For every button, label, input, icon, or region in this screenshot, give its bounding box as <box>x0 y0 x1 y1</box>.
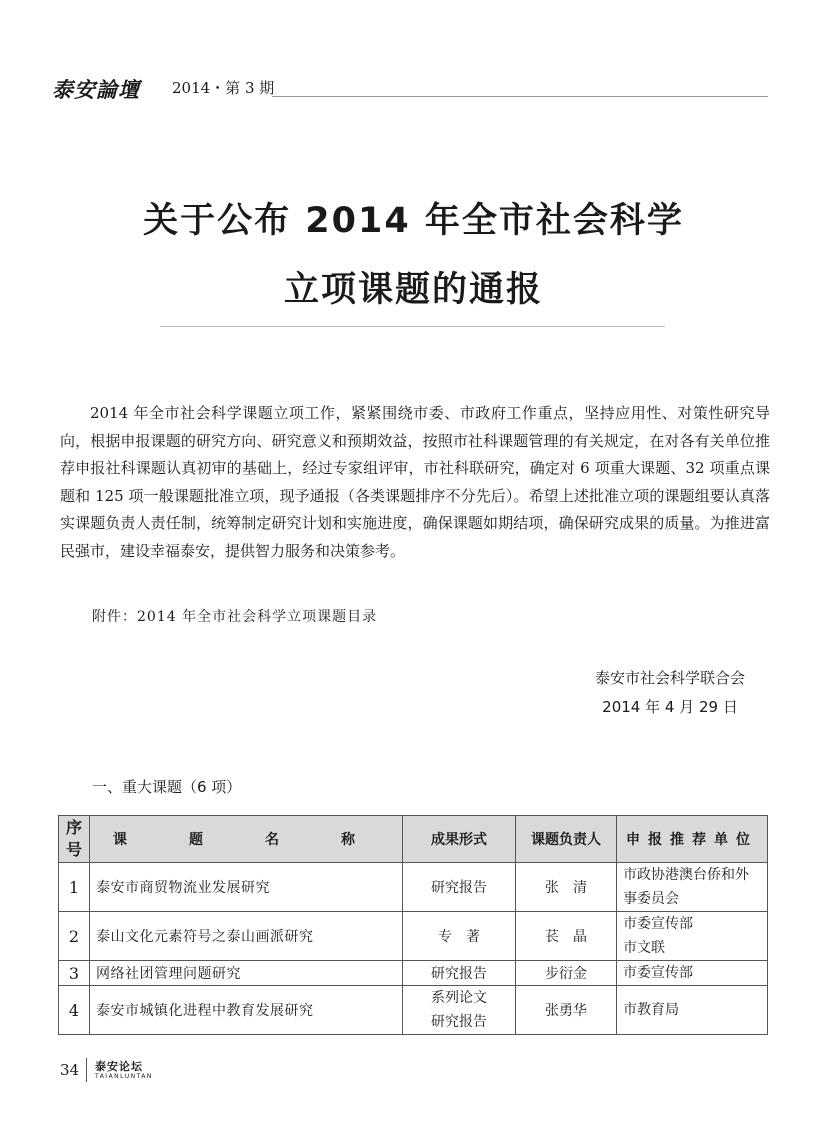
header-unit-label: 申报推荐单位 <box>626 832 758 848</box>
row-unit: 市教育局 <box>617 986 768 1035</box>
row-form: 专 著 <box>403 912 516 961</box>
header-name <box>90 816 403 863</box>
row-unit: 市委宣传部 <box>617 961 768 986</box>
row-form: 系列论文 研究报告 <box>403 986 516 1035</box>
row-unit: 市委宣传部 市文联 <box>617 912 768 961</box>
row-lead: 张 清 <box>516 863 617 912</box>
row-name: 泰安市城镇化进程中教育发展研究 <box>90 986 403 1035</box>
running-header <box>52 74 768 104</box>
article-title-line-1: 关于公布 2014 年全市社会科学 <box>143 201 684 241</box>
row-name: 泰安市商贸物流业发展研究 <box>90 863 403 912</box>
row-form: 研究报告 <box>403 863 516 912</box>
article-body <box>60 400 770 566</box>
row-lead: 张勇华 <box>516 986 617 1035</box>
row-name: 网络社团管理问题研究 <box>90 961 403 986</box>
signature-organization: 泰安市社会科学联合会 <box>594 669 745 687</box>
row-form: 研究报告 <box>403 961 516 986</box>
footer-magazine-name-en: TAIANLUNTAN <box>95 1073 153 1080</box>
title-divider <box>160 326 665 327</box>
header-rule <box>272 96 768 97</box>
header-no-label: 序号 <box>66 818 83 859</box>
table-row <box>59 961 768 986</box>
table-header-row <box>59 816 768 863</box>
header-unit <box>617 816 768 863</box>
row-unit: 市政协港澳台侨和外事委员会 <box>617 863 768 912</box>
row-no: 3 <box>59 961 90 986</box>
header-form: 成果形式 <box>403 816 516 863</box>
row-name: 泰山文化元素符号之泰山画派研究 <box>90 912 403 961</box>
attachment-note: 附件：2014 年全市社会科学立项课题目录 <box>92 609 378 625</box>
section-title: 一、重大课题（6 项） <box>92 778 242 796</box>
body-paragraph: 2014 年全市社会科学课题立项工作，紧紧围绕市委、市政府工作重点，坚持应用性、对策性研究导向，根据申报课题的研究方向、研究意义和预期效益，按照市社科课题管理的有关规定，在对各有关单位推荐申报社科课题认真初审的基础上，经过专家组评审，市社科联研究，确定对 6 项重大课题、32 项重点课题和 125 项一般课题批准立项，现予通报（各类课题排序不分先后）。希望上述批准立项的课题组要认真落实课题负责人责任制，统筹制定研究计划和实施进度，确保课题如期结项，确保研究成果的质量。为推进富民强市，建设幸福泰安，提供智力服务和决策参考。 <box>60 404 770 560</box>
footer-magazine-name: 泰安论坛 <box>95 1060 143 1073</box>
footer-divider <box>86 1058 87 1082</box>
row-lead: 步衍金 <box>516 961 617 986</box>
header-lead: 课题负责人 <box>516 816 617 863</box>
row-no: 4 <box>59 986 90 1035</box>
signature-date: 2014 年 4 月 29 日 <box>602 698 738 716</box>
row-lead: 苌 晶 <box>516 912 617 961</box>
article-title-line-2: 立项课题的通报 <box>283 270 543 310</box>
table-row <box>59 912 768 961</box>
row-no: 2 <box>59 912 90 961</box>
header-name-label: 课 题 名 称 <box>113 832 379 848</box>
header-no <box>59 816 90 863</box>
page-number: 34 <box>60 1061 80 1079</box>
magazine-logo: 泰安論壇 <box>52 77 140 102</box>
row-no: 1 <box>59 863 90 912</box>
table-row <box>59 863 768 912</box>
table-row <box>59 986 768 1035</box>
issue-number: 2014・第 3 期 <box>172 79 275 97</box>
projects-table <box>58 815 768 1035</box>
